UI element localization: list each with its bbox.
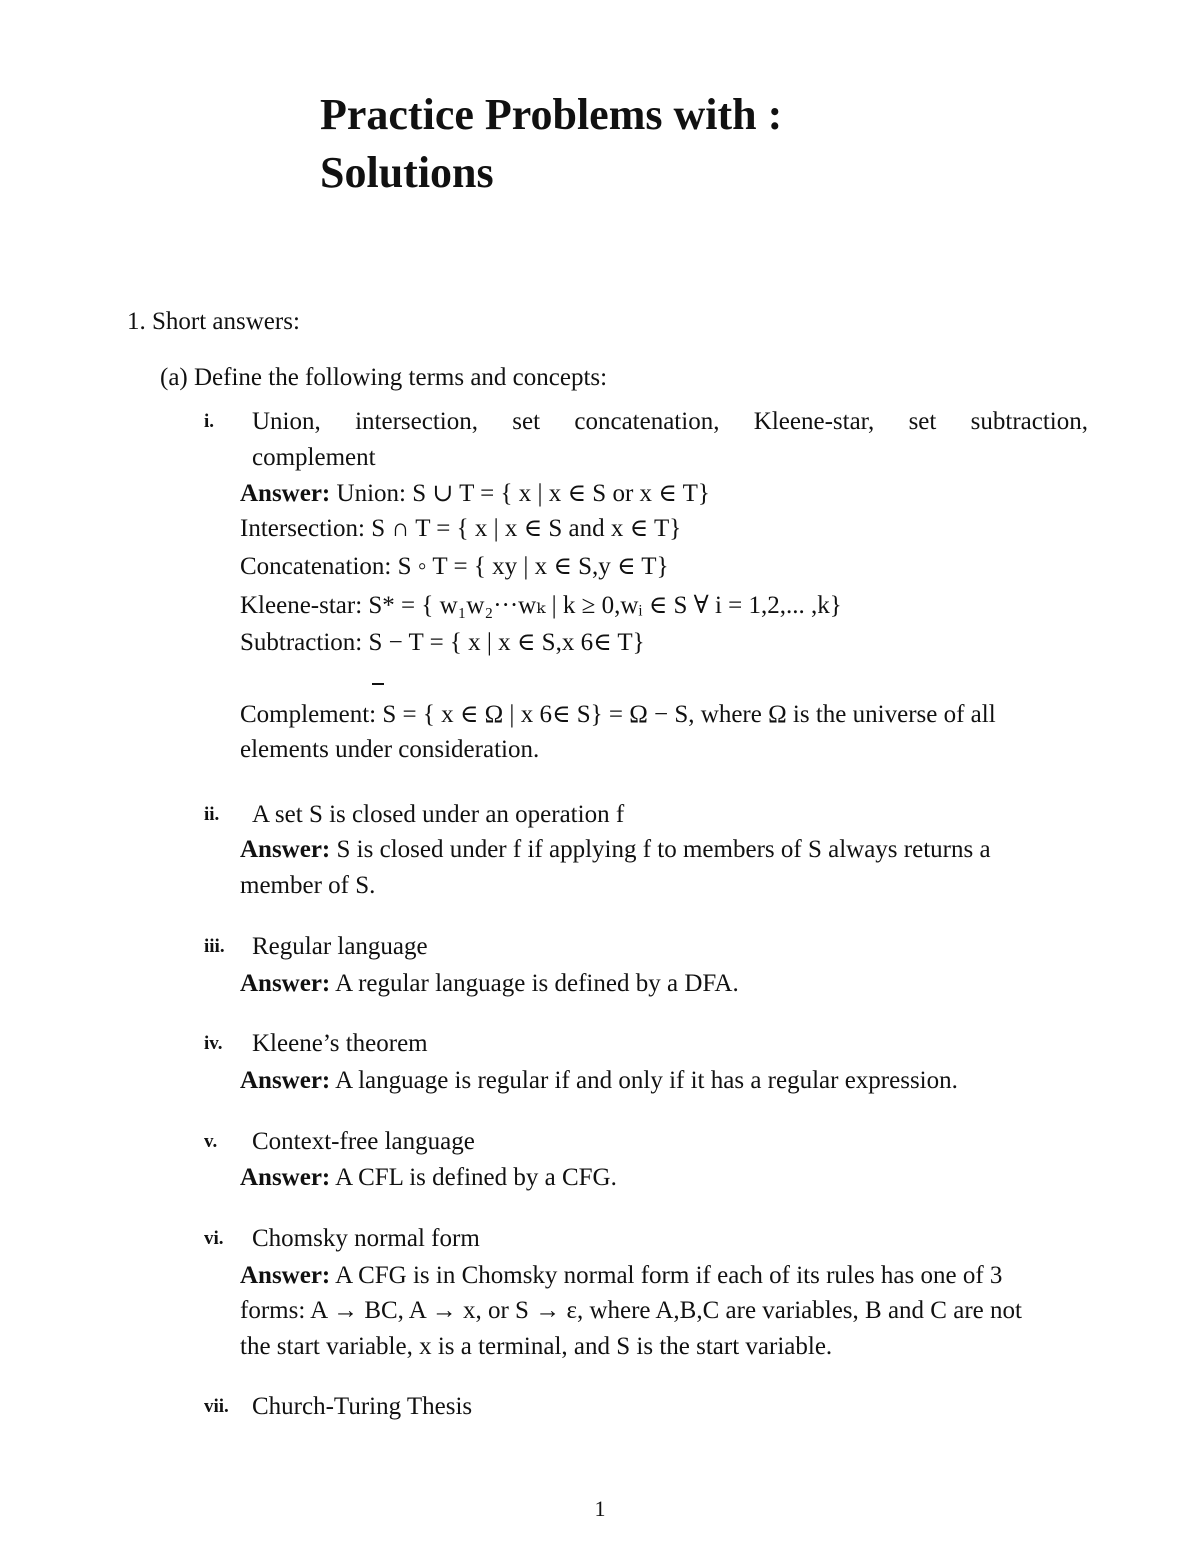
item-ii-number: ii. (204, 804, 220, 825)
page-number: 1 (594, 1496, 606, 1521)
item-iv-answer-label: Answer: (240, 1067, 331, 1094)
item-iii-number: iii. (204, 936, 225, 957)
item-i-number: i. (204, 411, 215, 432)
item-i-answer-label: Answer: (240, 480, 331, 507)
question-1a-heading: (a) Define the following terms and concepts: (160, 364, 608, 391)
item-i-union-answer (240, 479, 710, 509)
item-i-term-line-2: complement (252, 444, 376, 471)
item-ii-answer-line-2: member of S. (240, 872, 376, 899)
item-vi-answer-text: A CFG is in Chomsky normal form if each of its rules has one of 3 (335, 1262, 1003, 1289)
item-i-complement-line-1: Complement: S = { x ∈ Ω | x 6∈ S} = Ω − S, where Ω is the universe of all (240, 701, 996, 728)
item-iii-answer-text: A regular language is defined by a DFA. (335, 970, 739, 997)
item-i-complement-line-2: elements under consideration. (240, 736, 540, 763)
item-v-answer (240, 1163, 617, 1193)
item-i-intersection: Intersection: S ∩ T = { x | x ∈ S and x ∈ T} (240, 515, 682, 542)
item-vi-answer-line-3: the start variable, x is a terminal, and S is the start variable. (240, 1333, 833, 1360)
item-iv-answer (240, 1066, 958, 1096)
item-i-kleene-star: Kleene-star: S* = { w₁w₂···wₖ | k ≥ 0,wᵢ ∈ S ∀ i = 1,2,... ,k} (240, 592, 842, 619)
item-iii-answer-label: Answer: (240, 970, 331, 997)
item-v-answer-label: Answer: (240, 1164, 331, 1191)
complement-overbar (372, 683, 384, 685)
item-vi-answer-line-2: forms: A → BC, A → x, or S → ε, where A,B,C are variables, B and C are not (240, 1297, 1022, 1324)
item-iv-term: Kleene’s theorem (252, 1030, 428, 1057)
page-title (320, 86, 1020, 202)
title-line-1: Practice Problems with : (320, 90, 783, 139)
item-vi-answer-label: Answer: (240, 1262, 331, 1289)
item-i-term-line-1: Union, intersection, set concatenation, Kleene-star, set subtraction, (252, 408, 1088, 435)
item-v-number: v. (204, 1131, 218, 1152)
item-iv-number: iv. (204, 1033, 223, 1054)
item-iv-answer-text: A language is regular if and only if it has a regular expression. (335, 1067, 958, 1094)
title-line-2: Solutions (320, 148, 494, 197)
item-i-subtraction: Subtraction: S − T = { x | x ∈ S,x 6∈ T} (240, 629, 645, 656)
item-ii-term: A set S is closed under an operation f (252, 801, 625, 828)
item-v-term: Context-free language (252, 1128, 475, 1155)
item-ii-answer-text: S is closed under f if applying f to members of S always returns a (336, 836, 991, 863)
item-vii-term: Church-Turing Thesis (252, 1393, 473, 1420)
item-vi-number: vi. (204, 1228, 224, 1249)
question-1-heading: 1. Short answers: (127, 308, 300, 335)
item-vi-answer-line-1 (240, 1261, 1002, 1291)
item-iii-answer (240, 969, 739, 999)
item-v-answer-text: A CFL is defined by a CFG. (335, 1164, 617, 1191)
item-vii-number: vii. (204, 1396, 229, 1417)
item-i-concatenation: Concatenation: S ◦ T = { xy | x ∈ S,y ∈ T} (240, 553, 669, 580)
item-ii-answer-label: Answer: (240, 836, 331, 863)
item-vi-term: Chomsky normal form (252, 1225, 480, 1252)
item-ii-answer-line-1 (240, 835, 991, 865)
item-i-union: Union: S ∪ T = { x | x ∈ S or x ∈ T} (336, 480, 710, 507)
item-iii-term: Regular language (252, 933, 428, 960)
